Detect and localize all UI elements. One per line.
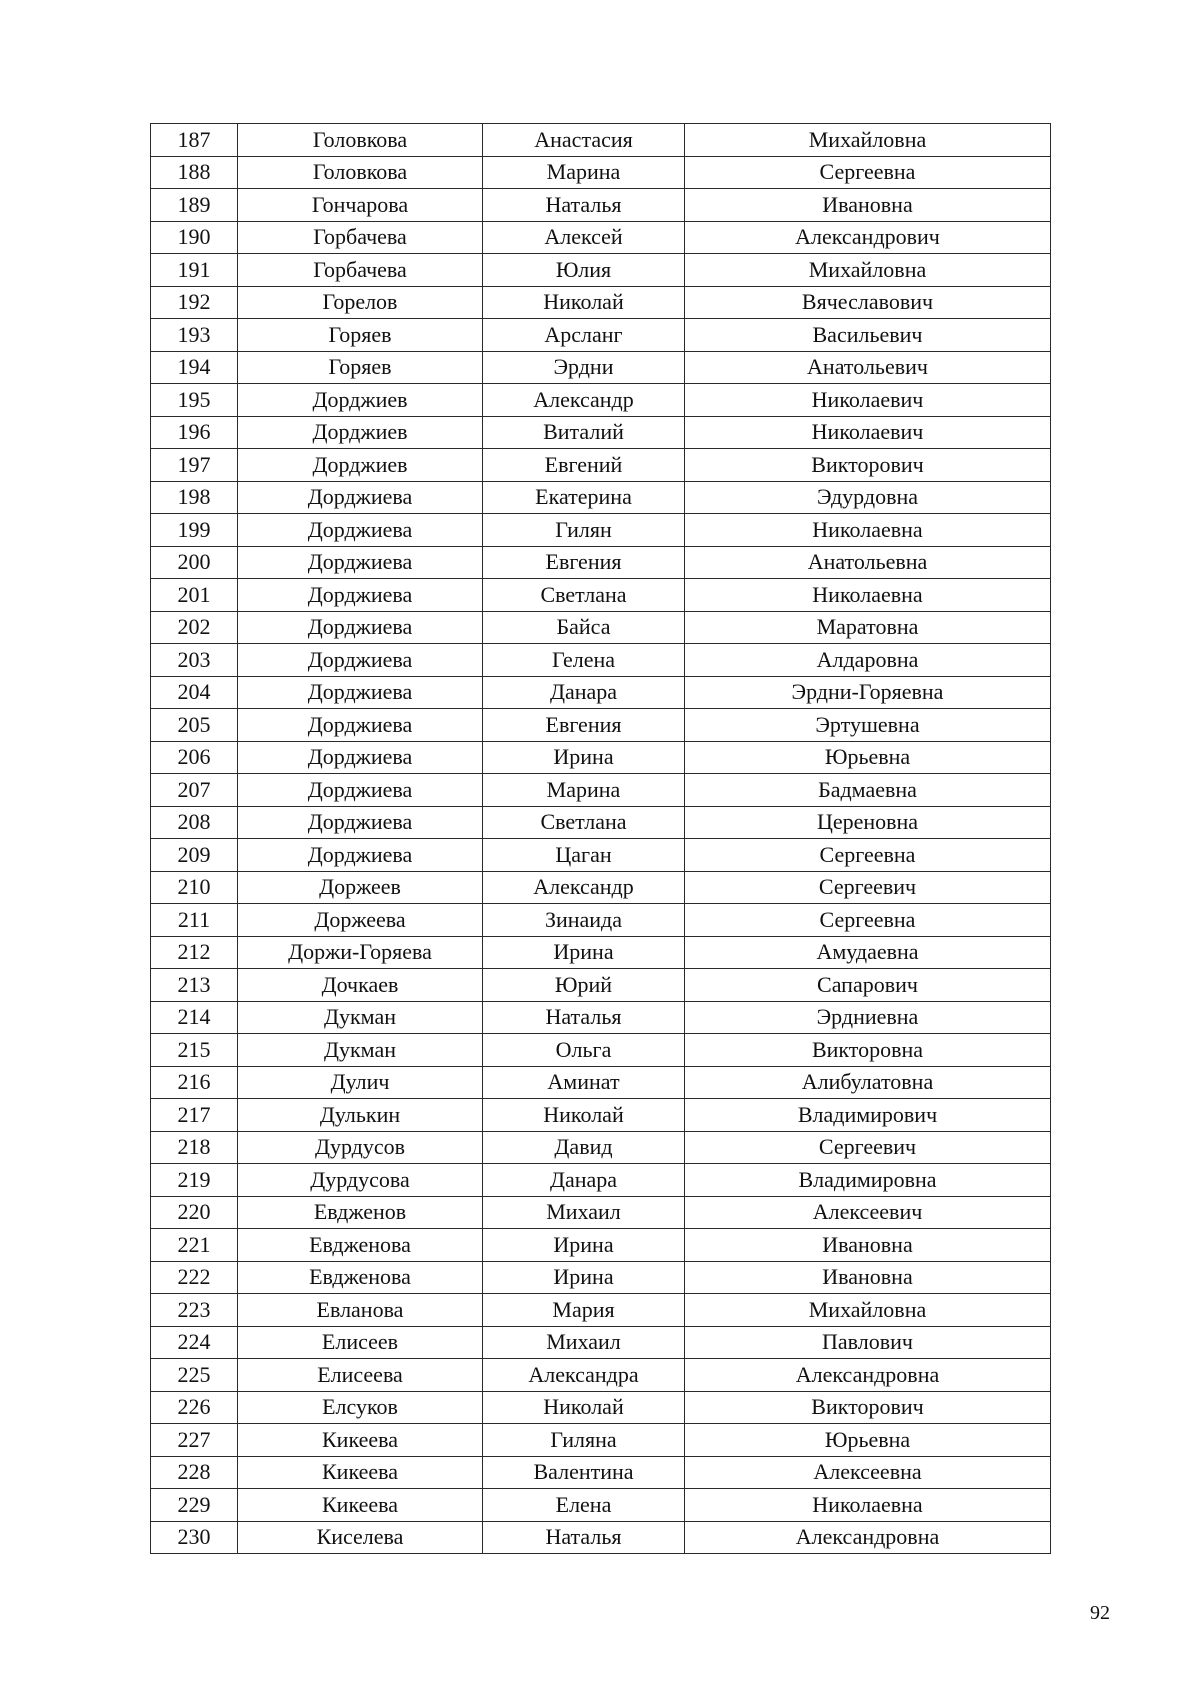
first-name-cell: Евгения — [483, 546, 685, 579]
patronymic-cell: Викторович — [685, 449, 1051, 482]
last-name-cell: Дорджиева — [238, 839, 483, 872]
first-name-cell: Эрдни — [483, 351, 685, 384]
row-number-cell: 218 — [151, 1131, 238, 1164]
table-row — [151, 806, 1051, 839]
row-number-cell: 207 — [151, 774, 238, 807]
patronymic-cell: Цереновна — [685, 806, 1051, 839]
table-row — [151, 254, 1051, 287]
first-name-cell: Николай — [483, 1391, 685, 1424]
last-name-cell: Дорджиев — [238, 384, 483, 417]
patronymic-cell: Ивановна — [685, 1229, 1051, 1262]
row-number-cell: 200 — [151, 546, 238, 579]
patronymic-cell: Эрдниевна — [685, 1001, 1051, 1034]
row-number-cell: 224 — [151, 1326, 238, 1359]
last-name-cell: Дочкаев — [238, 969, 483, 1002]
last-name-cell: Евдженов — [238, 1196, 483, 1229]
first-name-cell: Гилян — [483, 514, 685, 547]
first-name-cell: Александр — [483, 871, 685, 904]
last-name-cell: Дорджиева — [238, 514, 483, 547]
row-number-cell: 228 — [151, 1456, 238, 1489]
first-name-cell: Евгения — [483, 709, 685, 742]
patronymic-cell: Викторович — [685, 1391, 1051, 1424]
patronymic-cell: Эртушевна — [685, 709, 1051, 742]
patronymic-cell: Алексеевна — [685, 1456, 1051, 1489]
row-number-cell: 217 — [151, 1099, 238, 1132]
row-number-cell: 190 — [151, 221, 238, 254]
first-name-cell: Мария — [483, 1294, 685, 1327]
patronymic-cell: Васильевич — [685, 319, 1051, 352]
patronymic-cell: Владимировна — [685, 1164, 1051, 1197]
first-name-cell: Наталья — [483, 1001, 685, 1034]
last-name-cell: Горбачева — [238, 221, 483, 254]
table-row — [151, 1424, 1051, 1457]
last-name-cell: Дурдусова — [238, 1164, 483, 1197]
row-number-cell: 192 — [151, 286, 238, 319]
row-number-cell: 193 — [151, 319, 238, 352]
last-name-cell: Дорджиева — [238, 611, 483, 644]
last-name-cell: Дорджиева — [238, 546, 483, 579]
table-row — [151, 1196, 1051, 1229]
row-number-cell: 198 — [151, 481, 238, 514]
table-row — [151, 1164, 1051, 1197]
last-name-cell: Дорджиева — [238, 676, 483, 709]
patronymic-cell: Бадмаевна — [685, 774, 1051, 807]
first-name-cell: Цаган — [483, 839, 685, 872]
table-row — [151, 1066, 1051, 1099]
table-row — [151, 1456, 1051, 1489]
patronymic-cell: Александрович — [685, 221, 1051, 254]
first-name-cell: Светлана — [483, 806, 685, 839]
first-name-cell: Светлана — [483, 579, 685, 612]
last-name-cell: Елисеева — [238, 1359, 483, 1392]
table-row — [151, 839, 1051, 872]
table-body — [151, 124, 1051, 1554]
first-name-cell: Михаил — [483, 1196, 685, 1229]
row-number-cell: 205 — [151, 709, 238, 742]
table-row — [151, 156, 1051, 189]
patronymic-cell: Анатольевна — [685, 546, 1051, 579]
names-table — [150, 123, 1051, 1554]
table-row — [151, 1294, 1051, 1327]
row-number-cell: 195 — [151, 384, 238, 417]
table-row — [151, 579, 1051, 612]
patronymic-cell: Николаевна — [685, 579, 1051, 612]
last-name-cell: Доржеева — [238, 904, 483, 937]
last-name-cell: Головкова — [238, 156, 483, 189]
patronymic-cell: Сергеевич — [685, 1131, 1051, 1164]
first-name-cell: Марина — [483, 156, 685, 189]
row-number-cell: 202 — [151, 611, 238, 644]
table-row — [151, 319, 1051, 352]
first-name-cell: Юлия — [483, 254, 685, 287]
first-name-cell: Наталья — [483, 189, 685, 222]
first-name-cell: Николай — [483, 286, 685, 319]
row-number-cell: 194 — [151, 351, 238, 384]
table-row — [151, 871, 1051, 904]
row-number-cell: 216 — [151, 1066, 238, 1099]
patronymic-cell: Михайловна — [685, 1294, 1051, 1327]
row-number-cell: 208 — [151, 806, 238, 839]
last-name-cell: Гончарова — [238, 189, 483, 222]
first-name-cell: Гелена — [483, 644, 685, 677]
first-name-cell: Марина — [483, 774, 685, 807]
first-name-cell: Наталья — [483, 1521, 685, 1554]
table-row — [151, 1034, 1051, 1067]
patronymic-cell: Викторовна — [685, 1034, 1051, 1067]
row-number-cell: 199 — [151, 514, 238, 547]
row-number-cell: 201 — [151, 579, 238, 612]
patronymic-cell: Александровна — [685, 1521, 1051, 1554]
last-name-cell: Евдженова — [238, 1229, 483, 1262]
table-row — [151, 1326, 1051, 1359]
patronymic-cell: Маратовна — [685, 611, 1051, 644]
table-row — [151, 1521, 1051, 1554]
table-row — [151, 384, 1051, 417]
patronymic-cell: Сергеевна — [685, 904, 1051, 937]
row-number-cell: 229 — [151, 1489, 238, 1522]
table-row — [151, 774, 1051, 807]
row-number-cell: 196 — [151, 416, 238, 449]
patronymic-cell: Ивановна — [685, 1261, 1051, 1294]
table-row — [151, 416, 1051, 449]
patronymic-cell: Алексеевич — [685, 1196, 1051, 1229]
patronymic-cell: Михайловна — [685, 124, 1051, 157]
last-name-cell: Дорджиева — [238, 774, 483, 807]
patronymic-cell: Сергеевна — [685, 156, 1051, 189]
patronymic-cell: Николаевич — [685, 384, 1051, 417]
last-name-cell: Кикеева — [238, 1424, 483, 1457]
last-name-cell: Доржеев — [238, 871, 483, 904]
table-row — [151, 514, 1051, 547]
table-row — [151, 481, 1051, 514]
patronymic-cell: Амудаевна — [685, 936, 1051, 969]
row-number-cell: 213 — [151, 969, 238, 1002]
table-row — [151, 1099, 1051, 1132]
table-row — [151, 221, 1051, 254]
patronymic-cell: Николаевна — [685, 1489, 1051, 1522]
last-name-cell: Кикеева — [238, 1489, 483, 1522]
last-name-cell: Киселева — [238, 1521, 483, 1554]
row-number-cell: 227 — [151, 1424, 238, 1457]
row-number-cell: 219 — [151, 1164, 238, 1197]
last-name-cell: Доржи-Горяева — [238, 936, 483, 969]
first-name-cell: Гиляна — [483, 1424, 685, 1457]
first-name-cell: Алексей — [483, 221, 685, 254]
row-number-cell: 212 — [151, 936, 238, 969]
last-name-cell: Дорджиева — [238, 806, 483, 839]
table-row — [151, 1261, 1051, 1294]
table-row — [151, 611, 1051, 644]
table-row — [151, 1359, 1051, 1392]
table-row — [151, 904, 1051, 937]
row-number-cell: 223 — [151, 1294, 238, 1327]
patronymic-cell: Юрьевна — [685, 1424, 1051, 1457]
last-name-cell: Дорджиева — [238, 741, 483, 774]
row-number-cell: 210 — [151, 871, 238, 904]
first-name-cell: Юрий — [483, 969, 685, 1002]
first-name-cell: Михаил — [483, 1326, 685, 1359]
patronymic-cell: Сапарович — [685, 969, 1051, 1002]
table-row — [151, 351, 1051, 384]
row-number-cell: 189 — [151, 189, 238, 222]
patronymic-cell: Николаевич — [685, 416, 1051, 449]
first-name-cell: Екатерина — [483, 481, 685, 514]
last-name-cell: Дорджиева — [238, 709, 483, 742]
last-name-cell: Евланова — [238, 1294, 483, 1327]
last-name-cell: Кикеева — [238, 1456, 483, 1489]
first-name-cell: Валентина — [483, 1456, 685, 1489]
first-name-cell: Ирина — [483, 741, 685, 774]
last-name-cell: Дорджиев — [238, 449, 483, 482]
patronymic-cell: Павлович — [685, 1326, 1051, 1359]
last-name-cell: Дурдусов — [238, 1131, 483, 1164]
last-name-cell: Дукман — [238, 1001, 483, 1034]
first-name-cell: Ирина — [483, 1261, 685, 1294]
first-name-cell: Ирина — [483, 1229, 685, 1262]
table-row — [151, 936, 1051, 969]
row-number-cell: 230 — [151, 1521, 238, 1554]
patronymic-cell: Сергеевна — [685, 839, 1051, 872]
table-row — [151, 676, 1051, 709]
row-number-cell: 187 — [151, 124, 238, 157]
patronymic-cell: Александровна — [685, 1359, 1051, 1392]
patronymic-cell: Ивановна — [685, 189, 1051, 222]
first-name-cell: Зинаида — [483, 904, 685, 937]
table-row — [151, 1131, 1051, 1164]
patronymic-cell: Эдурдовна — [685, 481, 1051, 514]
patronymic-cell: Михайловна — [685, 254, 1051, 287]
row-number-cell: 204 — [151, 676, 238, 709]
last-name-cell: Дулич — [238, 1066, 483, 1099]
table-row — [151, 644, 1051, 677]
first-name-cell: Данара — [483, 1164, 685, 1197]
last-name-cell: Горелов — [238, 286, 483, 319]
last-name-cell: Елисеев — [238, 1326, 483, 1359]
last-name-cell: Дорджиева — [238, 481, 483, 514]
first-name-cell: Байса — [483, 611, 685, 644]
table-row — [151, 741, 1051, 774]
last-name-cell: Дукман — [238, 1034, 483, 1067]
table-row — [151, 546, 1051, 579]
last-name-cell: Дулькин — [238, 1099, 483, 1132]
patronymic-cell: Владимирович — [685, 1099, 1051, 1132]
patronymic-cell: Николаевна — [685, 514, 1051, 547]
patronymic-cell: Эрдни-Горяевна — [685, 676, 1051, 709]
first-name-cell: Николай — [483, 1099, 685, 1132]
last-name-cell: Головкова — [238, 124, 483, 157]
first-name-cell: Ольга — [483, 1034, 685, 1067]
first-name-cell: Давид — [483, 1131, 685, 1164]
first-name-cell: Ирина — [483, 936, 685, 969]
row-number-cell: 197 — [151, 449, 238, 482]
row-number-cell: 220 — [151, 1196, 238, 1229]
table-row — [151, 969, 1051, 1002]
table-row — [151, 1229, 1051, 1262]
row-number-cell: 209 — [151, 839, 238, 872]
table-row — [151, 1001, 1051, 1034]
patronymic-cell: Алдаровна — [685, 644, 1051, 677]
row-number-cell: 226 — [151, 1391, 238, 1424]
last-name-cell: Горбачева — [238, 254, 483, 287]
table-row — [151, 286, 1051, 319]
last-name-cell: Елсуков — [238, 1391, 483, 1424]
patronymic-cell: Вячеславович — [685, 286, 1051, 319]
row-number-cell: 203 — [151, 644, 238, 677]
row-number-cell: 221 — [151, 1229, 238, 1262]
table-row — [151, 449, 1051, 482]
first-name-cell: Александр — [483, 384, 685, 417]
first-name-cell: Александра — [483, 1359, 685, 1392]
patronymic-cell: Алибулатовна — [685, 1066, 1051, 1099]
table-row — [151, 709, 1051, 742]
last-name-cell: Дорджиева — [238, 644, 483, 677]
row-number-cell: 222 — [151, 1261, 238, 1294]
patronymic-cell: Сергеевич — [685, 871, 1051, 904]
row-number-cell: 214 — [151, 1001, 238, 1034]
row-number-cell: 215 — [151, 1034, 238, 1067]
last-name-cell: Евдженова — [238, 1261, 483, 1294]
patronymic-cell: Юрьевна — [685, 741, 1051, 774]
first-name-cell: Виталий — [483, 416, 685, 449]
row-number-cell: 225 — [151, 1359, 238, 1392]
row-number-cell: 188 — [151, 156, 238, 189]
last-name-cell: Горяев — [238, 319, 483, 352]
last-name-cell: Дорджиева — [238, 579, 483, 612]
first-name-cell: Аминат — [483, 1066, 685, 1099]
page-number: 92 — [1090, 1602, 1110, 1624]
last-name-cell: Дорджиев — [238, 416, 483, 449]
first-name-cell: Анастасия — [483, 124, 685, 157]
table-row — [151, 124, 1051, 157]
row-number-cell: 211 — [151, 904, 238, 937]
first-name-cell: Елена — [483, 1489, 685, 1522]
table-row — [151, 1391, 1051, 1424]
patronymic-cell: Анатольевич — [685, 351, 1051, 384]
table-row — [151, 1489, 1051, 1522]
row-number-cell: 191 — [151, 254, 238, 287]
row-number-cell: 206 — [151, 741, 238, 774]
table-row — [151, 189, 1051, 222]
last-name-cell: Горяев — [238, 351, 483, 384]
first-name-cell: Арсланг — [483, 319, 685, 352]
first-name-cell: Евгений — [483, 449, 685, 482]
first-name-cell: Данара — [483, 676, 685, 709]
